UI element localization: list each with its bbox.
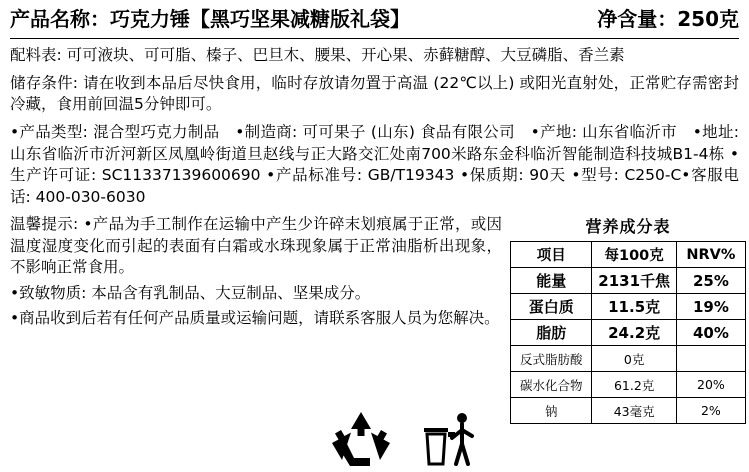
nutrition-title: 营养成分表 [585,217,671,236]
header-divider [10,38,739,39]
title-row [10,6,739,32]
product-name-label: 产品名称： [10,7,110,31]
allergen-text: •致敏物质: 本品含有乳制品、大豆制品、坚果成分。 [10,283,371,302]
product-name-line [10,6,410,32]
notes-block [10,214,502,334]
row-per100g: 11.5克 [592,294,676,320]
row-name: 反式脂肪酸 [511,346,592,372]
net-weight-line [597,6,739,32]
row-nrv: 2% [676,398,745,424]
table-row [511,346,746,372]
header-item: 项目 [511,242,592,268]
keep-tidy-icon [418,410,480,466]
ingredients-label: 配料表: [10,46,62,64]
header-nrv: NRV% [676,242,745,268]
table-header-row [511,242,746,268]
row-name: 蛋白质 [511,294,592,320]
row-nrv: 20% [676,372,745,398]
row-per100g: 24.2克 [592,320,676,346]
lower-section [10,214,739,424]
row-name: 能量 [511,268,592,294]
service-text: •商品收到后若有任何产品质量或运输问题，请联系客服人员为您解决。 [10,309,500,327]
net-weight-value: 250克 [677,7,739,31]
table-row [511,398,746,424]
specs-block: •产品类型: 混合型巧克力制品 •制造商: 可可果子 (山东) 食品有限公司 •产地: 山东省临沂市 •地址: 山东省临沂市沂河新区凤凰岭街道旦赵线与正大路交汇处南700米路东金科临沂智能制造科技城B1-4栋 •生产许可证: SC11337139600690 •产品标准号: GB/T19343 •保质期: 90天 •型号: C250-C•客服电话: 400-030-6030 [10,123,739,206]
recycle-icon [330,410,392,466]
header-per100g: 每100克 [592,242,676,268]
ingredients-block [10,45,739,66]
row-nrv: 19% [676,294,745,320]
row-nrv: 25% [676,268,745,294]
table-row [511,372,746,398]
row-per100g: 61.2克 [592,372,676,398]
table-row [511,268,746,294]
row-per100g: 2131千焦 [592,268,676,294]
row-name: 脂肪 [511,320,592,346]
row-name: 碳水化合物 [511,372,592,398]
symbol-row [330,410,480,466]
table-row [511,320,746,346]
row-name: 钠 [511,398,592,424]
row-nrv [676,346,745,372]
nutrition-table [510,241,746,424]
storage-label: 储存条件: [10,74,78,92]
nutrition-section [502,214,746,424]
table-row [511,294,746,320]
row-per100g: 0克 [592,346,676,372]
product-name-value: 巧克力锤【黑巧坚果减糖版礼袋】 [110,7,410,31]
tips-text: 温馨提示: •产品为手工制作在运输中产生少许碎末划痕属于正常，或因温度湿度变化而引起的表面有白霜或水珠现象属于正常油脂析出现象，不影响正常食用。 [10,215,502,276]
row-nrv: 40% [676,320,745,346]
net-weight-label: 净含量： [597,7,678,31]
row-per100g: 43毫克 [592,398,676,424]
storage-text: 请在收到本品后尽快食用，临时存放请勿置于高温 (22℃以上) 或阳光直射处，正常贮存需密封冷藏，食用前回温5分钟即可。 [10,74,739,113]
storage-block [10,73,739,115]
ingredients-text: 可可液块、可可脂、榛子、巴旦木、腰果、开心果、赤藓糖醇、大豆磷脂、香兰素 [66,46,625,64]
